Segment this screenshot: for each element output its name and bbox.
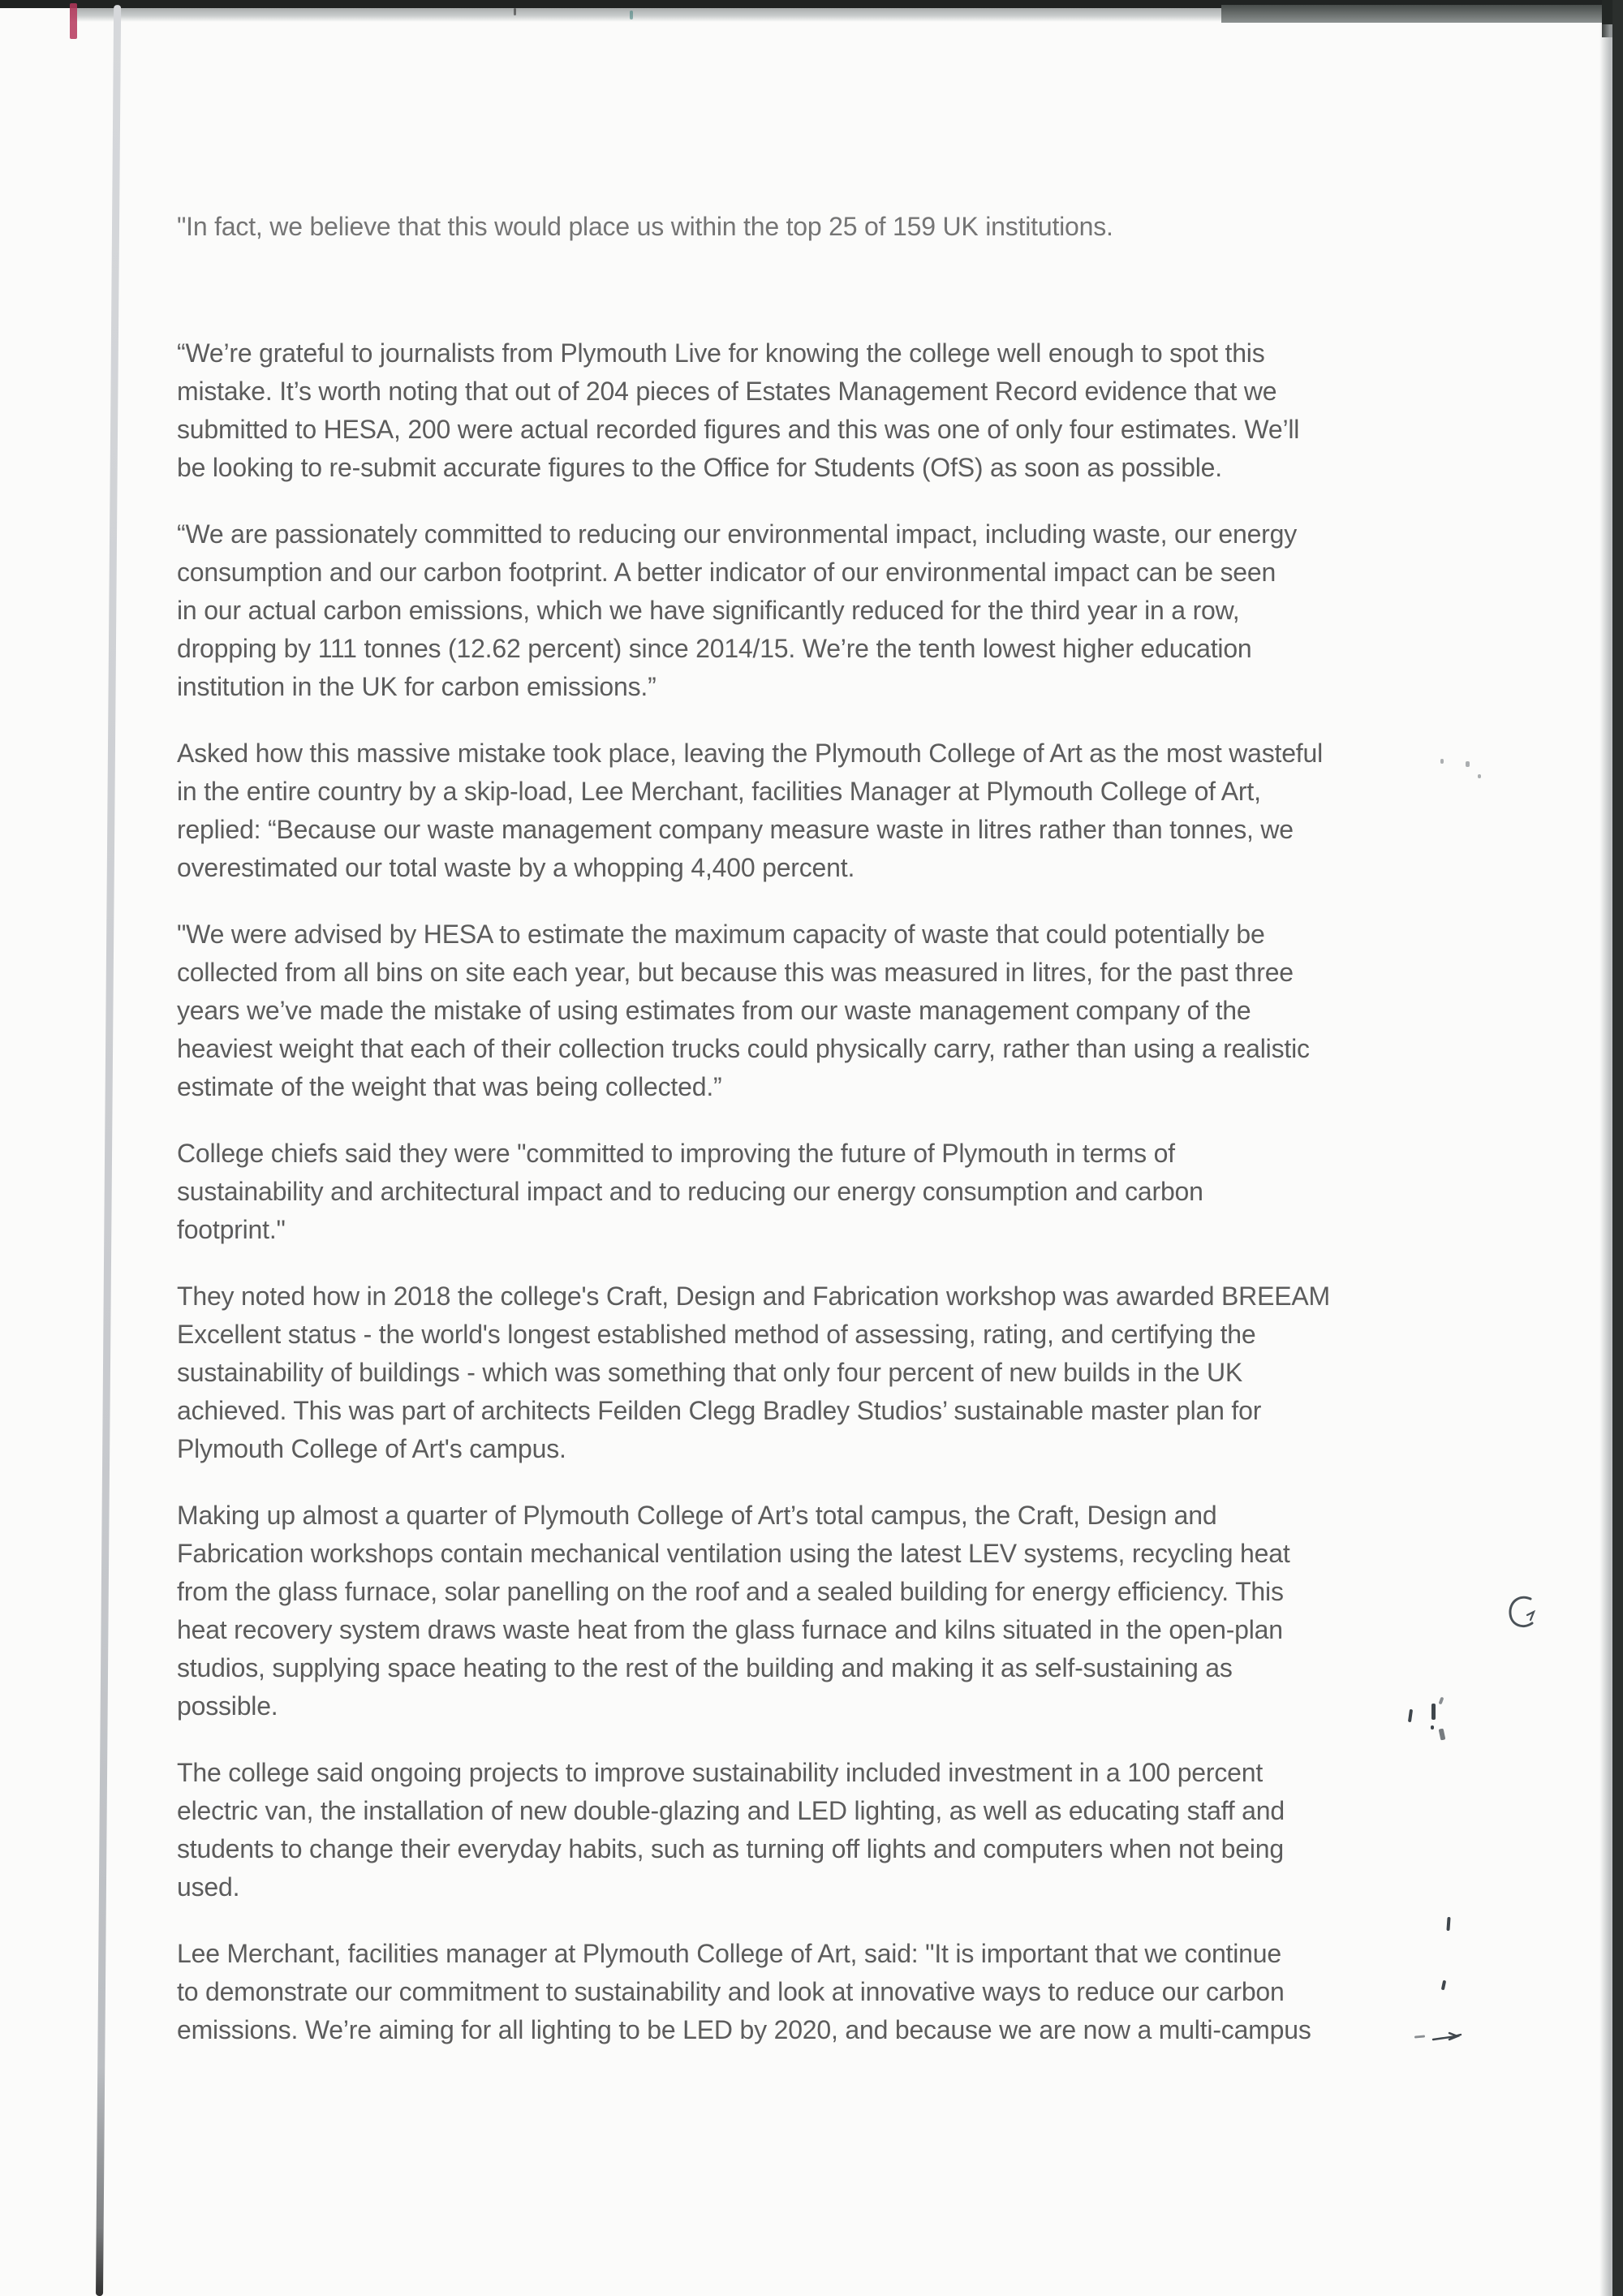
red-corner-mark: [70, 3, 77, 39]
text-line: studios, supplying space heating to the rest of the building and making it as self-sustaining as: [177, 1653, 1233, 1682]
text-line: in our actual carbon emissions, which we have significantly reduced for the third year in a row,: [177, 596, 1240, 625]
text-line: emissions. We’re aiming for all lighting to be LED by 2020, and because we are now a multi-campus: [177, 2015, 1311, 2044]
text-line: used.: [177, 1872, 240, 1902]
text-line: Excellent status - the world's longest established method of assessing, rating, and certifying the: [177, 1320, 1256, 1349]
scan-speck: [1478, 774, 1481, 778]
paragraph: [177, 915, 1330, 1106]
paragraph: [177, 208, 1330, 246]
scan-right-shadow-band: [1599, 24, 1612, 2296]
page-fold-crease-line: [96, 5, 121, 2296]
text-line: submitted to HESA, 200 were actual recorded figures and this was one of only four estimates. We’ll: [177, 415, 1300, 444]
pen-tick-mark: [1408, 1709, 1413, 1722]
text-line: sustainability and architectural impact and to reducing our energy consumption and carbon: [177, 1177, 1203, 1206]
text-line: heaviest weight that each of their collection trucks could physically carry, rather than using a realistic: [177, 1034, 1310, 1063]
text-line: students to change their everyday habits, such as turning off lights and computers when not being: [177, 1834, 1284, 1863]
pen-stroke-mark: [1431, 1704, 1436, 1720]
text-line: The college said ongoing projects to improve sustainability included investment in a 100 percent: [177, 1758, 1264, 1787]
text-line: "In fact, we believe that this would place us within the top 25 of 159 UK institutions.: [177, 212, 1113, 241]
text-line: sustainability of buildings - which was something that only four percent of new builds in the UK: [177, 1358, 1243, 1387]
pen-tick-mark: [1441, 1980, 1446, 1991]
text-line: They noted how in 2018 the college's Craft, Design and Fabrication workshop was awarded BREEAM: [177, 1282, 1330, 1311]
text-line: heat recovery system draws waste heat from the glass furnace and kilns situated in the open-plan: [177, 1615, 1283, 1644]
text-line: be looking to re-submit accurate figures to the Office for Students (OfS) as soon as possible.: [177, 453, 1222, 482]
scan-speck: [630, 11, 633, 19]
pen-tick-mark: [1439, 1729, 1446, 1741]
paragraph: [177, 334, 1330, 487]
scan-speck: [1440, 759, 1444, 764]
text-line: in the entire country by a skip-load, Lee Merchant, facilities Manager at Plymouth College of Art,: [177, 777, 1261, 806]
text-line: institution in the UK for carbon emissions.”: [177, 672, 657, 701]
text-line: from the glass furnace, solar panelling on the roof and a sealed building for energy efficiency. This: [177, 1577, 1284, 1606]
text-line: possible.: [177, 1691, 278, 1721]
scan-speck: [1466, 761, 1470, 767]
text-line: to demonstrate our commitment to sustainability and look at innovative ways to reduce our carbon: [177, 1977, 1285, 2006]
text-line: “We are passionately committed to reducing our environmental impact, including waste, our energy: [177, 519, 1298, 549]
text-line: achieved. This was part of architects Feilden Clegg Bradley Studios’ sustainable master plan for: [177, 1396, 1262, 1425]
pen-stroke-mark: [1446, 1917, 1450, 1931]
text-line: replied: “Because our waste management company measure waste in litres rather than tonnes, we: [177, 815, 1294, 844]
text-line: "We were advised by HESA to estimate the maximum capacity of waste that could potentially be: [177, 920, 1265, 949]
paragraph: [177, 1497, 1330, 1725]
pen-c-squiggle-mark: [1503, 1592, 1545, 1635]
scan-top-right-dark-band: [1221, 5, 1623, 23]
paragraph: [177, 1135, 1330, 1249]
pen-tick-mark: [1439, 1697, 1444, 1705]
text-line: Lee Merchant, facilities manager at Plymouth College of Art, said: "It is important that we continue: [177, 1939, 1281, 1968]
text-line: Fabrication workshops contain mechanical ventilation using the latest LEV systems, recycling heat: [177, 1539, 1290, 1568]
text-line: Plymouth College of Art's campus.: [177, 1434, 566, 1463]
pen-dot-mark: [1431, 1725, 1434, 1730]
text-line: footprint.": [177, 1215, 286, 1244]
document-body: [177, 208, 1330, 2078]
paragraph: [177, 1935, 1330, 2049]
text-line: dropping by 111 tonnes (12.62 percent) since 2014/15. We’re the tenth lowest higher education: [177, 634, 1252, 663]
pen-dash-mark: [1414, 2035, 1425, 2038]
text-line: “We’re grateful to journalists from Plymouth Live for knowing the college well enough to spot this: [177, 338, 1265, 368]
scan-speck: [514, 8, 516, 15]
text-line: overestimated our total waste by a whopping 4,400 percent.: [177, 853, 855, 882]
pen-arrow-mark: [1431, 2029, 1464, 2045]
text-line: years we’ve made the mistake of using estimates from our waste management company of the: [177, 996, 1251, 1025]
text-line: Making up almost a quarter of Plymouth College of Art’s total campus, the Craft, Design and: [177, 1501, 1217, 1530]
paragraph: [177, 515, 1330, 706]
text-line: electric van, the installation of new double-glazing and LED lighting, as well as educating staff and: [177, 1796, 1285, 1825]
text-line: consumption and our carbon footprint. A better indicator of our environmental impact can be seen: [177, 558, 1276, 587]
paragraph: [177, 1277, 1330, 1468]
text-line: Asked how this massive mistake took place, leaving the Plymouth College of Art as the most wasteful: [177, 739, 1323, 768]
text-line: estimate of the weight that was being collected.”: [177, 1072, 722, 1101]
paragraph: [177, 1754, 1330, 1906]
text-line: mistake. It’s worth noting that out of 204 pieces of Estates Management Record evidence that we: [177, 377, 1277, 406]
scan-right-edge-strip: [1612, 0, 1623, 2296]
text-line: collected from all bins on site each year, but because this was measured in litres, for the past three: [177, 958, 1294, 987]
text-line: College chiefs said they were "committed to improving the future of Plymouth in terms of: [177, 1139, 1175, 1168]
paragraph: [177, 734, 1330, 887]
